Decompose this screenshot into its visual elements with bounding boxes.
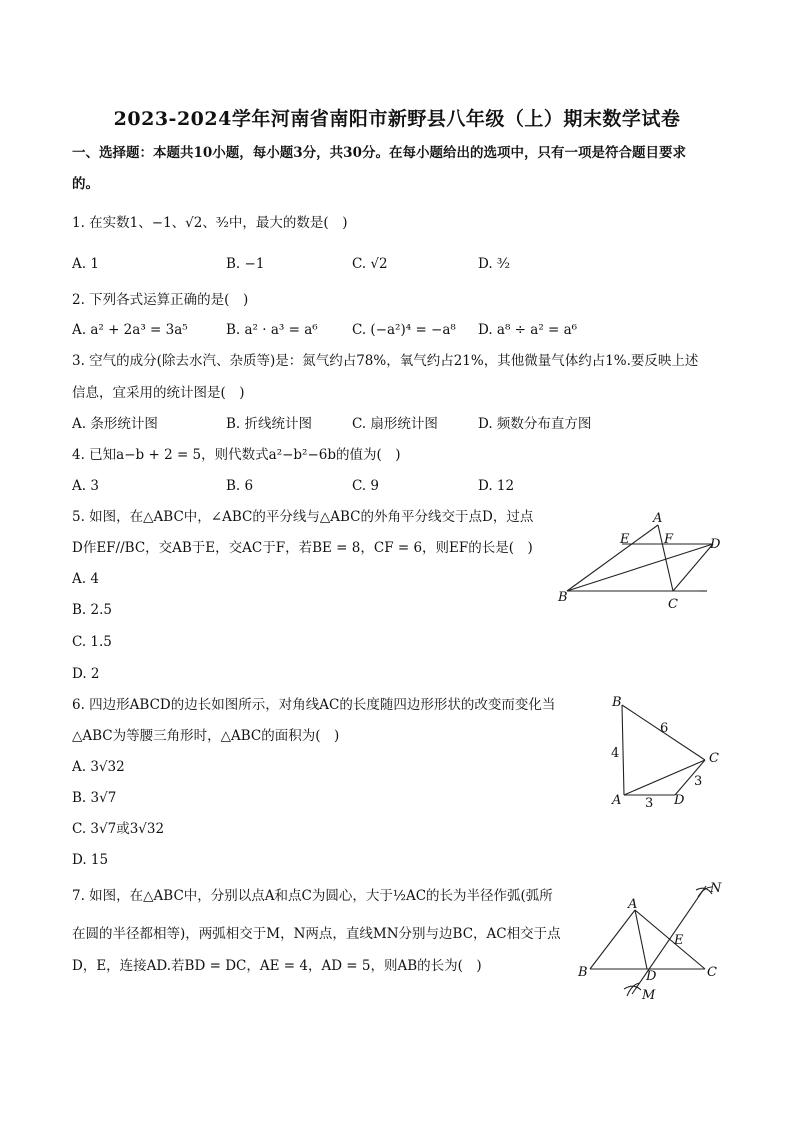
q4-option-a: A. 3 [72, 478, 99, 494]
q6-length-cd: 3 [694, 774, 703, 789]
q5-label-a: A [653, 511, 663, 526]
q1-option-c: C. √2 [352, 256, 388, 272]
q3-option-c: C. 扇形统计图 [352, 416, 438, 432]
q4-option-c: C. 9 [352, 478, 380, 494]
q2-stem: 2. 下列各式运算正确的是( ) [72, 292, 249, 308]
q7-label-d: D [646, 969, 657, 984]
q6-label-d: D [674, 793, 685, 808]
q4-option-d: D. 12 [478, 478, 515, 494]
q5-label-f: F [664, 532, 674, 547]
q7-label-b: B [578, 965, 588, 980]
q2-option-b: B. a² · a³ = a⁶ [226, 322, 318, 338]
page-title: 2023-2024学年河南省南阳市新野县八年级（上）期末数学试卷 [113, 108, 681, 130]
q6-figure [600, 690, 730, 815]
q6-option-a: A. 3√32 [72, 759, 125, 775]
q3-option-d: D. 频数分布直方图 [478, 416, 592, 432]
q3-line1: 3. 空气的成分(除去水汽、杂质等)是：氮气约占78%，氧气约占21%，其他微量气体约占1%.要反映上述 [72, 353, 699, 369]
q7-label-e: E [674, 933, 684, 948]
section-header-line1: 一、选择题：本题共10小题，每小题3分，共30分。在每小题给出的选项中，只有一项是符合题目要求 [72, 145, 686, 161]
q6-segment-ac [624, 760, 705, 795]
q5-option-a: A. 4 [72, 571, 99, 587]
q1-option-d: D. ³⁄₂ [478, 256, 511, 272]
q3-line2: 信息，宜采用的统计图是( ) [72, 385, 245, 401]
q6-length-ab: 4 [611, 746, 620, 761]
q5-label-b: B [558, 590, 568, 605]
q6-length-bc: 6 [660, 721, 669, 736]
q6-label-b: B [612, 695, 622, 710]
q6-label-a: A [612, 793, 622, 808]
q5-segment-bd [567, 544, 713, 591]
q4-stem: 4. 已知a−b + 2 = 5，则代数式a²−b²−6b的值为( ) [72, 447, 401, 463]
q7-segment-ba [590, 910, 635, 969]
q6-option-c: C. 3√7或3√32 [72, 821, 165, 837]
q7-label-c: C [707, 965, 717, 980]
q5-option-d: D. 2 [72, 666, 100, 682]
q3-option-a: A. 条形统计图 [72, 416, 158, 432]
q4-option-b: B. 6 [226, 478, 254, 494]
q2-option-a: A. a² + 2a³ = 3a⁵ [72, 322, 188, 338]
q7-line1: 7. 如图，在△ABC中，分别以点A和点C为圆心，大于½AC的长为半径作弧(弧所 [72, 888, 553, 904]
q5-figure [555, 505, 735, 615]
section-header-line2: 的。 [72, 176, 99, 192]
q3-option-b: B. 折线统计图 [226, 416, 313, 432]
q5-option-b: B. 2.5 [72, 602, 112, 618]
q5-label-d: D [710, 537, 721, 552]
q6-length-ad: 3 [645, 796, 654, 811]
q6-option-d: D. 15 [72, 852, 109, 868]
q7-line3: D，E，连接AD.若BD = DC，AE = 4，AD = 5，则AB的长为( ) [72, 958, 482, 974]
q1-stem: 1. 在实数1、−1、√2、³⁄₂中，最大的数是( ) [72, 215, 348, 231]
q2-option-c: C. (−a²)⁴ = −a⁸ [352, 322, 456, 338]
q5-label-c: C [668, 597, 678, 612]
q5-option-c: C. 1.5 [72, 634, 112, 650]
q5-label-e: E [620, 532, 630, 547]
q6-segment-ba [622, 705, 624, 795]
q6-line1: 6. 四边形ABCD的边长如图所示，对角线AC的长度随四边形形状的改变而变化当 [72, 697, 556, 713]
q5-segment-cd [673, 544, 713, 591]
q7-label-m: M [642, 988, 656, 1003]
q2-option-d: D. a⁸ ÷ a² = a⁶ [478, 322, 578, 338]
q5-line2: D作EF//BC，交AB于E，交AC于F，若BE = 8，CF = 6，则EF的长是( ) [72, 540, 533, 556]
q1-option-a: A. 1 [72, 256, 99, 272]
q7-figure [570, 878, 730, 1003]
q6-label-c: C [709, 751, 719, 766]
q7-line-mn [632, 886, 706, 994]
q7-line2: 在圆的半径都相等)，两弧相交于M，N两点，直线MN分别与边BC，AC相交于点 [72, 926, 561, 942]
q1-option-b: B. −1 [226, 256, 265, 272]
q7-label-a: A [628, 897, 638, 912]
q5-segment-ba [567, 525, 658, 591]
q5-line1: 5. 如图，在△ABC中，∠ABC的平分线与△ABC的外角平分线交于点D，过点 [72, 509, 534, 525]
q6-line2: △ABC为等腰三角形时，△ABC的面积为( ) [72, 728, 340, 744]
q7-label-n: N [710, 881, 722, 896]
q6-option-b: B. 3√7 [72, 790, 117, 806]
